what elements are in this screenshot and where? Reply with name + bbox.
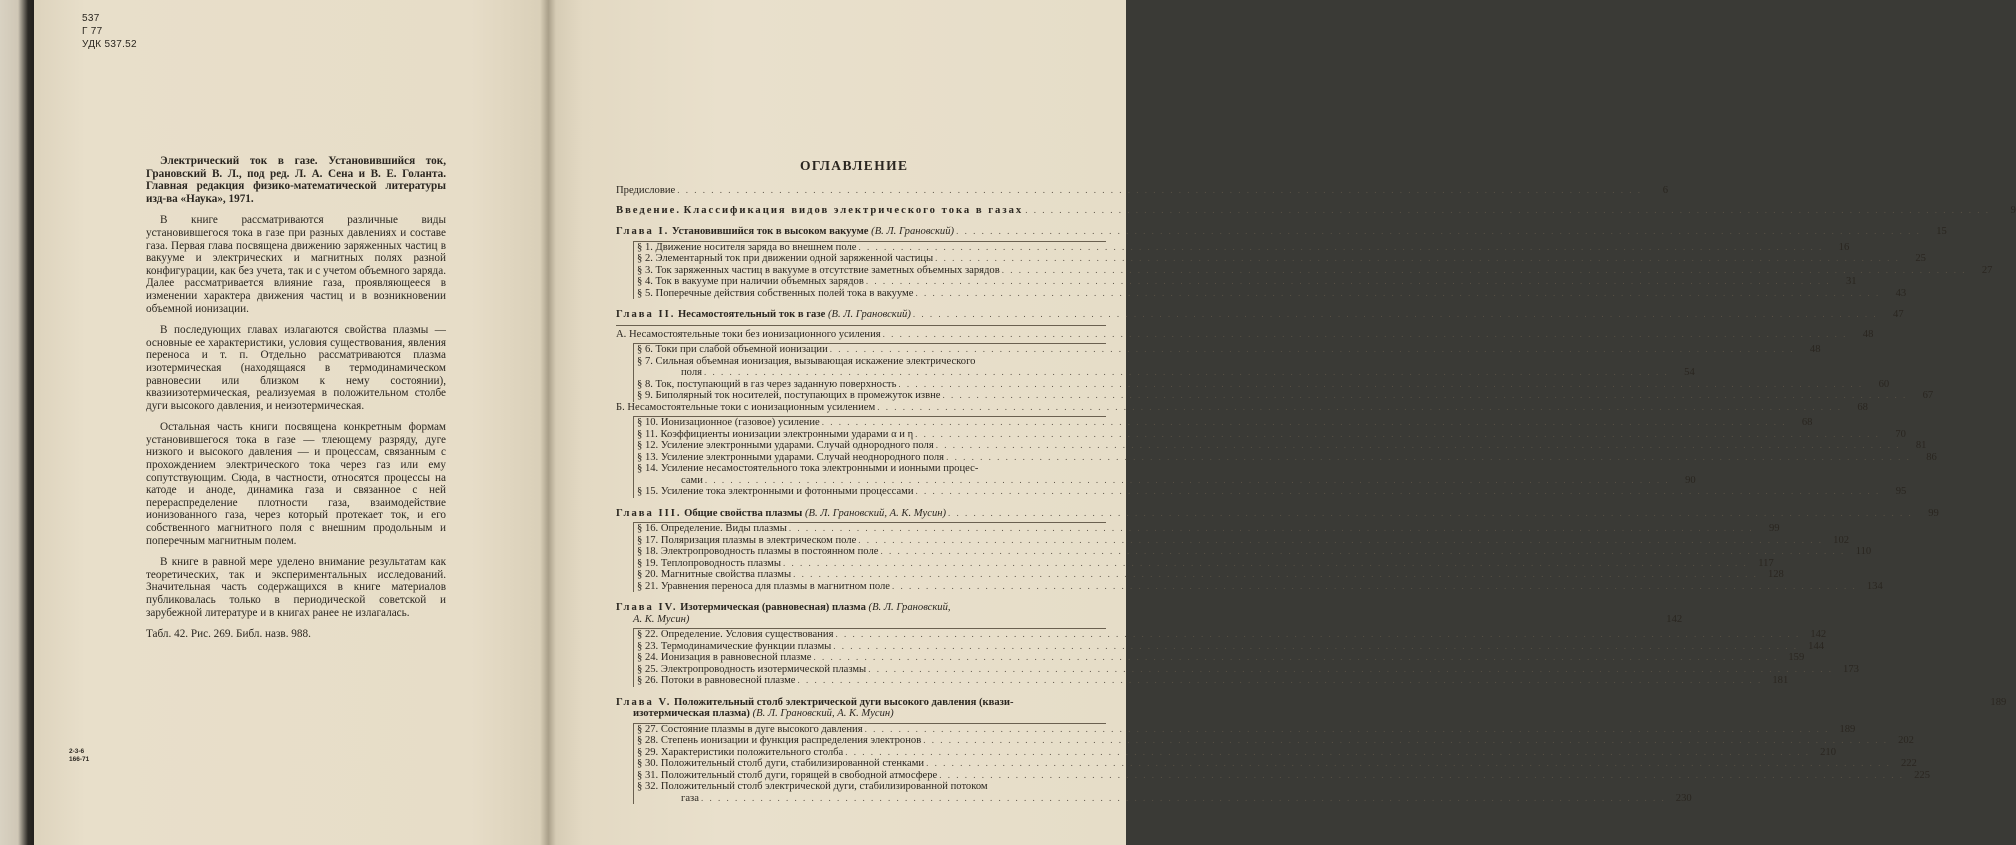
toc-page-number: 225 <box>1914 769 1931 781</box>
toc-section[interactable] <box>637 557 1774 570</box>
toc-chapter-4[interactable] <box>616 602 1106 614</box>
toc-section[interactable] <box>637 378 1890 391</box>
toc-page-number: 159 <box>1788 652 1805 663</box>
section-label: § 4. Ток в вакууме при наличии объемных зарядов <box>637 276 864 287</box>
toc-page-number: 230 <box>1675 792 1692 804</box>
chapter-title: Установившийся ток в высоком вакууме <box>671 226 869 237</box>
toc-section[interactable] <box>637 287 1907 300</box>
toc-section[interactable] <box>637 356 1106 368</box>
toc-page-number: 117 <box>1758 557 1774 569</box>
toc-section[interactable] <box>637 675 1789 687</box>
annotation-paragraph: В последующих главах излагаются свойства плазмы — основные ее характеристики, условия существования, явления переноса и т. п. Отдельно рассматриваются плазма изотермическая (находящаяся в термодинамическом равновесии или близком к нему состоянии), квазиизотермическая, реализуемая в положительном столбе дуги высокого давления, и неизотермическая. <box>146 324 446 412</box>
udc-code: УДК 537.52 <box>82 39 137 50</box>
toc-page-number: 210 <box>1820 746 1837 758</box>
toc-page-number: 95 <box>1895 486 1907 497</box>
chapter-rule <box>616 325 1106 326</box>
toc-page-number: 60 <box>1878 378 1890 390</box>
toc-page-number: 27 <box>1981 264 1993 276</box>
annotation-paragraph: В книге рассматриваются различные виды установившегося тока в газе при разных давлениях и составе газа. Первая глава посвящена движению заряженных частиц в вакууме и электрических и магнитных полях разной конфигурации, как без учета, так и с учетом объемного заряда. Далее рассматривается влияние газа, проявляющееся в изменении характера движения частиц и в возникновении объемной ионизации. <box>146 214 446 315</box>
toc-section[interactable] <box>637 569 1784 581</box>
section-label: § 30. Положительный столб дуги, стабилизированной стенками <box>637 758 925 769</box>
toc-page-number: 47 <box>1893 309 1904 320</box>
toc-page-number: 134 <box>1866 580 1883 592</box>
section-label: § 15. Усиление тока электронными и фотонными процессами <box>637 486 914 497</box>
toc-section[interactable] <box>637 428 1906 441</box>
toc-chapter-5-continued <box>616 708 1106 720</box>
toc-page-number: 142 <box>1810 629 1827 640</box>
toc-chapter-4-continued <box>616 613 1683 626</box>
chapter-1-sections <box>633 241 1993 300</box>
toc-section-continued <box>637 792 1692 805</box>
toc-section[interactable] <box>637 629 1827 641</box>
toc-page-number: 189 <box>1839 723 1856 735</box>
toc-section[interactable] <box>637 451 1937 464</box>
section-label: § 25. Электропроводность изотермической плазмы <box>637 663 867 675</box>
section-label: § 3. Ток заряженных частиц в вакууме в отсутствие заметных объемных зарядов <box>637 264 1000 276</box>
section-label: § 24. Ионизация в равновесной плазме <box>637 652 812 663</box>
chapter-number: Глава II. <box>616 309 676 320</box>
classification-codes <box>82 12 137 51</box>
toc-page-number: 202 <box>1898 735 1914 746</box>
section-label-cont: поля <box>681 367 702 378</box>
section-label: § 7. Сильная объемная ионизация, вызывающая искажение электрического <box>637 355 976 367</box>
section-label: § 26. Потоки в равновесной плазме <box>637 675 796 686</box>
toc-section[interactable] <box>637 390 1934 402</box>
toc-page-number: 70 <box>1895 428 1906 440</box>
bbk-code: 537 <box>82 13 100 24</box>
section-label: § 23. Термодинамические функции плазмы <box>637 640 832 652</box>
annotation-heading: Электрический ток в газе. Установившийся ток, Грановский В. Л., под ред. Л. А. Сена и В. Е. Голанта. Главная редакция физико-математической литературы изд-ва «Наука», 1971. <box>146 155 446 205</box>
chapter-authors: (В. Л. Грановский) <box>827 309 911 320</box>
section-label: § 6. Токи при слабой объемной ионизации <box>637 344 828 355</box>
toc-section[interactable] <box>637 463 1106 475</box>
toc-entry-introduction[interactable] <box>616 204 2016 217</box>
annotation-paragraph: В книге в равной мере уделено внимание результатам как теоретических, так и экспериментальных исследований. Значительная часть содержащихся в книге материалов публиковалась только в периодической советской и зарубежной литературе и в книгах ранее не излагалась. <box>146 556 446 619</box>
toc-page-number: 99 <box>1769 523 1780 534</box>
chapter-title: Изотермическая (равновесная) плазма <box>680 602 866 613</box>
chapter-title: Положительный столб электрической дуги высокого давления (квази- <box>674 696 1014 708</box>
section-label: § 19. Теплопроводность плазмы <box>637 557 781 569</box>
toc-section[interactable] <box>637 241 1850 254</box>
imprint-line: 2-3-6 <box>69 748 85 755</box>
toc-page-number: 90 <box>1685 474 1696 486</box>
section-label: § 11. Коэффициенты ионизации электронными ударами α и η <box>637 428 914 440</box>
toc-chapter-1[interactable] <box>616 226 1947 238</box>
toc-page-number: 48 <box>1809 344 1821 355</box>
chapter-2a-sections <box>633 343 1934 402</box>
toc-chapter-2[interactable] <box>616 309 1904 321</box>
toc-page-number: 128 <box>1767 569 1784 580</box>
toc-page-number: 99 <box>1928 507 1939 519</box>
toc-section[interactable] <box>637 534 1850 547</box>
chapter-authors: (В. Л. Грановский, <box>868 602 951 613</box>
chapter-4-sections <box>633 628 1859 687</box>
toc-page-number: 31 <box>1846 276 1857 287</box>
section-label: § 20. Магнитные свойства плазмы <box>637 569 792 580</box>
toc-section-continued <box>637 367 1695 379</box>
section-label: § 1. Движение носителя заряда во внешнем поле <box>637 241 857 253</box>
toc-section[interactable] <box>637 758 1917 770</box>
section-label-cont: газа <box>681 792 699 804</box>
toc-page-number: 144 <box>1808 640 1825 652</box>
toc-entry-preface[interactable] <box>616 185 1668 197</box>
toc-section[interactable] <box>637 663 1859 676</box>
section-label-cont: сами <box>681 474 703 486</box>
section-label: § 22. Определение. Условия существования <box>637 629 834 640</box>
toc-section[interactable] <box>637 769 1931 782</box>
section-label: § 28. Степень ионизации и функция распределения электронов <box>637 735 922 746</box>
toc-page-number: 16 <box>1838 241 1850 253</box>
toc-page-number: 48 <box>1862 328 1874 340</box>
section-label: § 5. Поперечные действия собственных полей тока в вакууме <box>637 287 914 299</box>
toc-page-number: 25 <box>1915 253 1926 264</box>
toc-page-number: 102 <box>1833 534 1850 546</box>
toc-subpart-a[interactable] <box>616 328 1874 341</box>
author-mark: Г 77 <box>82 26 103 37</box>
toc-page-number: 15 <box>1936 226 1947 237</box>
table-of-contents <box>616 185 2016 804</box>
toc-section[interactable] <box>637 735 1914 747</box>
toc-section[interactable] <box>637 253 1926 265</box>
toc-page-number: 189 <box>1990 696 2007 708</box>
chapter-authors-cont: А. К. Мусин) <box>633 613 690 625</box>
toc-page-number: 142 <box>1666 613 1683 625</box>
chapter-number: Глава I. <box>616 226 670 237</box>
toc-entry-label: Классификация видов электрического тока в газах <box>683 204 1024 216</box>
chapter-number: Глава III. <box>616 507 682 519</box>
chapter-3-sections <box>633 522 1883 592</box>
toc-section[interactable] <box>637 440 1927 452</box>
section-label: § 21. Уравнения переноса для плазмы в магнитном поле <box>637 580 891 592</box>
toc-chapter-3[interactable] <box>616 507 1939 520</box>
chapter-title-cont: изотермическая плазма) <box>633 708 750 719</box>
toc-section[interactable] <box>637 523 1780 535</box>
toc-page-number: 222 <box>1900 758 1917 769</box>
chapter-number: Глава IV. <box>616 602 678 613</box>
section-label: § 17. Поляризация плазмы в электрическом поле <box>637 534 857 546</box>
toc-chapter-5[interactable] <box>616 696 2007 709</box>
section-label: § 14. Усиление несамостоятельного тока электронными и ионными процес- <box>637 463 979 474</box>
toc-intro-lead: Введение. <box>616 204 681 216</box>
section-label: § 8. Ток, поступающий в газ через заданную поверхность <box>637 378 897 390</box>
toc-section[interactable] <box>637 264 1993 277</box>
annotation-stats: Табл. 42. Рис. 269. Библ. назв. 988. <box>146 628 311 641</box>
imprint-line: 166-71 <box>69 756 90 763</box>
toc-page-number: 173 <box>1843 663 1859 675</box>
chapter-authors: (В. Л. Грановский) <box>871 226 955 237</box>
section-label: § 29. Характеристики положительного столба <box>637 746 844 758</box>
toc-page-number: 9 <box>2010 204 2016 216</box>
toc-section[interactable] <box>637 417 1813 429</box>
section-label: § 2. Элементарный ток при движении одной заряженной частицы <box>637 253 934 264</box>
toc-page-number: 6 <box>1662 185 1668 196</box>
toc-section[interactable] <box>637 781 1106 793</box>
toc-section[interactable] <box>637 486 1907 498</box>
subpart-label: Б. Несамостоятельные токи с ионизационным усилением <box>616 401 876 413</box>
section-label: § 16. Определение. Виды плазмы <box>637 523 787 534</box>
toc-section[interactable] <box>637 546 1872 558</box>
chapter-2b-sections <box>633 416 1937 498</box>
toc-page-number: 68 <box>1857 401 1868 413</box>
section-label: § 18. Электропроводность плазмы в постоянном поле <box>637 546 879 557</box>
chapter-title: Общие свойства плазмы <box>684 507 803 519</box>
section-label: § 27. Состояние плазмы в дуге высокого давления <box>637 723 863 735</box>
toc-page-number: 86 <box>1926 451 1937 463</box>
toc-page-number: 181 <box>1772 675 1789 686</box>
book-gutter <box>540 0 556 845</box>
chapter-number: Глава V. <box>616 696 672 708</box>
toc-page-number: 110 <box>1855 546 1872 557</box>
section-label: § 10. Ионизационное (газовое) усиление <box>637 417 820 428</box>
toc-section[interactable] <box>637 344 1821 356</box>
toc-page-number: 43 <box>1895 287 1907 299</box>
toc-section-continued <box>637 474 1696 487</box>
toc-page-number: 81 <box>1915 440 1927 451</box>
toc-page-number: 54 <box>1684 367 1695 378</box>
annotation <box>146 155 446 650</box>
toc-page-number: 67 <box>1922 390 1934 401</box>
annotation-paragraph: Остальная часть книги посвящена конкретным формам установившегося тока в газе — тлеющему разряду, дуге низкого и высокого давления — и процессам, связанным с прохождением электрического тока через газ или ему сопутствующим. Сюда, в частности, относятся процессы на катоде и аноде, динамика газа и связанное с ней перераспределение плотности газа, взаимодействие ионизованного газа, через который протекает ток, и его собственного магнитного поля с внешним продольным и поперечным магнитным полем. <box>146 421 446 547</box>
toc-section[interactable] <box>637 723 1856 736</box>
section-label: § 13. Усиление электронными ударами. Случай неоднородного поля <box>637 451 945 463</box>
subpart-label: А. Несамостоятельные токи без ионизационного усиления <box>616 328 881 340</box>
chapter-5-sections <box>633 723 1931 805</box>
toc-title: ОГЛАВЛЕНИЕ <box>800 158 909 173</box>
imprint-code <box>69 748 89 764</box>
toc-section[interactable] <box>637 640 1825 653</box>
chapter-authors: (В. Л. Грановский, А. К. Мусин) <box>752 708 894 719</box>
toc-subpart-b[interactable] <box>616 401 1868 414</box>
chapter-authors: (В. Л. Грановский, А. К. Мусин) <box>804 507 947 519</box>
toc-section[interactable] <box>637 580 1883 593</box>
chapter-title: Несамостоятельный ток в газе <box>678 309 826 320</box>
section-label: § 12. Усиление электронными ударами. Случай однородного поля <box>637 440 934 451</box>
toc-section[interactable] <box>637 652 1805 664</box>
toc-section[interactable] <box>637 276 1857 288</box>
toc-page-number: 68 <box>1801 417 1813 428</box>
toc-entry-label: Предисловие <box>616 185 676 196</box>
section-label: § 31. Положительный столб дуги, горящей в свободной атмосфере <box>637 769 938 781</box>
section-label: § 9. Биполярный ток носителей, поступающих в промежуток извне <box>637 390 941 401</box>
toc-section[interactable] <box>637 746 1837 759</box>
section-label: § 32. Положительный столб электрической дуги, стабилизированной потоком <box>637 781 988 792</box>
